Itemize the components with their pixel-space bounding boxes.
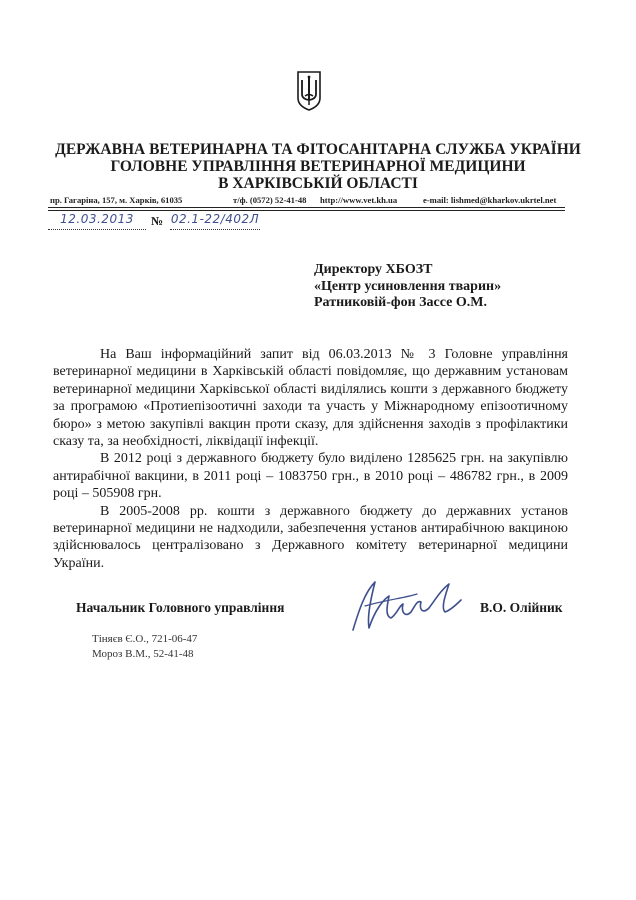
org-name-line-1: ДЕРЖАВНА ВЕТЕРИНАРНА ТА ФІТОСАНІТАРНА СЛУЖБА УКРАЇНИ [55, 141, 581, 158]
executors-block [92, 632, 197, 662]
email-address: e-mail: lishmed@kharkov.ukrtel.net [423, 195, 557, 205]
signatory-name: В.О. Олійник [480, 600, 563, 615]
date-underline [48, 229, 146, 230]
website: http://www.vet.kh.ua [320, 195, 398, 205]
number-underline [170, 229, 260, 230]
addressee-name: Ратниковій-фон Зассе О.М. [314, 295, 487, 310]
signatory-title: Начальник Головного управління [76, 600, 285, 615]
registration-date: 12.03.2013 [60, 212, 134, 226]
addressee-block [314, 262, 501, 312]
body-paragraph-3: В 2005-2008 рр. кошти з державного бюджету до державних установ ветеринарної медицини не надходили, забезпечення установ антирабічною вакциною здійснювалось централізовано з Державного комітету ветеринарної медицини України. [53, 503, 568, 571]
body-paragraph-2: В 2012 році з державного бюджету було виділено 1285625 грн. на закупівлю антирабічної вакцини, в 2011 році – 1083750 грн., в 2010 році – 486782 грн., в 2009 році – 505908 грн. [53, 451, 568, 502]
trident-emblem-icon [296, 70, 322, 112]
registration-number: 02.1-22/402Л [170, 212, 260, 226]
addressee-organization: «Центр усиновлення тварин» [314, 278, 502, 294]
letter-body [53, 346, 568, 572]
number-sign: № [151, 214, 164, 228]
handwritten-signature-icon [345, 570, 465, 640]
org-name-line-3: В ХАРКІВСЬКІЙ ОБЛАСТІ [218, 175, 418, 192]
postal-address: пр. Гагаріна, 157, м. Харків, 61035 [50, 195, 183, 205]
executor-1: Тіняєв Є.О., 721-06-47 [92, 633, 198, 645]
letterhead-rule-thin [48, 210, 565, 211]
letterhead-rule-thick [48, 207, 565, 208]
org-name-line-2: ГОЛОВНЕ УПРАВЛІННЯ ВЕТЕРИНАРНОЇ МЕДИЦИНИ [110, 158, 526, 175]
addressee-position: Директору ХБОЗТ [314, 262, 433, 277]
executor-2: Мороз В.М., 52-41-48 [92, 648, 194, 660]
body-paragraph-1: На Ваш інформаційний запит від 06.03.2013 № 3 Головне управління ветеринарної медицини в Харківській області повідомляє, що державним установам ветеринарної медицини Харківської області виділялись кошти з державного бюджету за програмою «Протиепізоотичні заходи та участь у Міжнародному епізоотичному бюро» з метою закупівлі вакцин проти сказу, для здійснення заходів з профілактики сказу та, за необхідності, ліквідації інфекції. [53, 347, 568, 450]
phone-number: т/ф. (0572) 52-41-48 [233, 195, 307, 205]
